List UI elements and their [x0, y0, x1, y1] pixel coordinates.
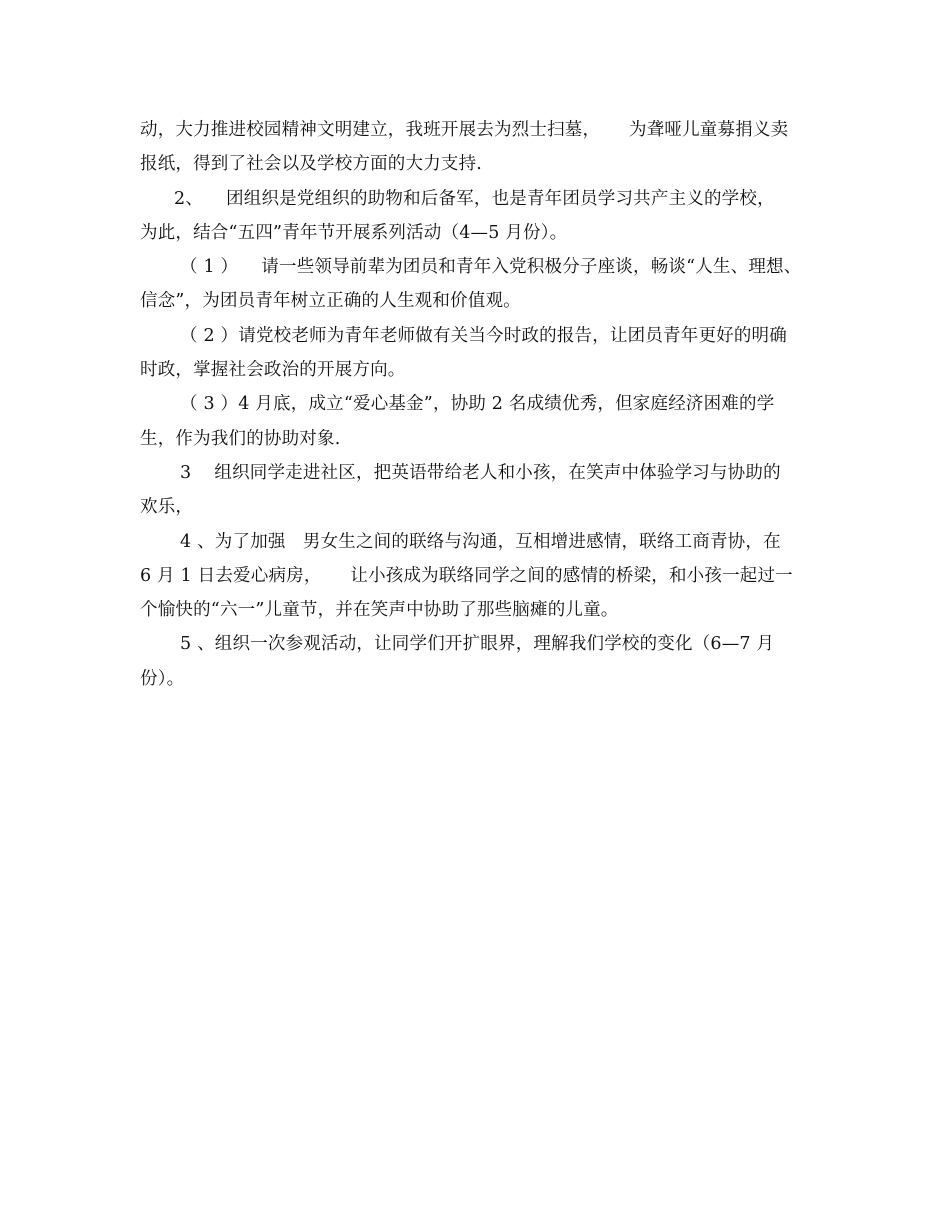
text-line: 为此，结合“五四”青年节开展系列活动（4—5 月份）。	[140, 222, 568, 243]
text-line: 时政，掌握社会政治的开展方向。	[140, 360, 406, 381]
text-line: 6 月 1 日去爱心病房， 让小孩成为联络同学之间的感情的桥梁，和小孩一起过一	[140, 565, 793, 586]
text-line: （ 2 ）请党校老师为青年老师做有关当今时政的报告，让团员青年更好的明确	[180, 325, 787, 346]
document-body	[140, 113, 812, 696]
text-line: 2、 团组织是党组织的助物和后备军，也是青年团员学习共产主义的学校，	[174, 188, 775, 209]
text-line: （ 1 ） 请一些领导前辈为团员和青年入党积极分子座谈，畅谈“人生、理想、	[180, 257, 802, 278]
text-line: 信念”，为团员青年树立正确的人生观和价值观。	[140, 291, 521, 312]
text-line: 4 、为了加强 男女生之间的联络与沟通，互相增进感情，联络工商青协，在	[180, 531, 781, 552]
text-line: 动，大力推进校园精神文明建立，我班开展去为烈士扫墓， 为聋哑儿童募捐义卖	[140, 120, 789, 140]
text-line: 3 组织同学走进社区，把英语带给老人和小孩，在笑声中体验学习与协助的	[180, 462, 781, 483]
text-line: 5 、组织一次参观活动，让同学们开扩眼界，理解我们学校的变化（6—7 月	[180, 634, 775, 655]
text-line: （ 3 ）4 月底，成立“爱心基金”，协助 2 名成绩优秀，但家庭经济困难的学	[180, 394, 775, 415]
text-line: 报纸，得到了社会以及学校方面的大力支持.	[140, 154, 483, 175]
text-line: 份）。	[140, 668, 185, 689]
text-line: 欢乐，	[140, 497, 194, 518]
text-line: 个愉快的“六一”儿童节，并在笑声中协助了那些脑瘫的儿童。	[140, 600, 619, 621]
text-line: 生，作为我们的协助对象.	[140, 428, 341, 449]
